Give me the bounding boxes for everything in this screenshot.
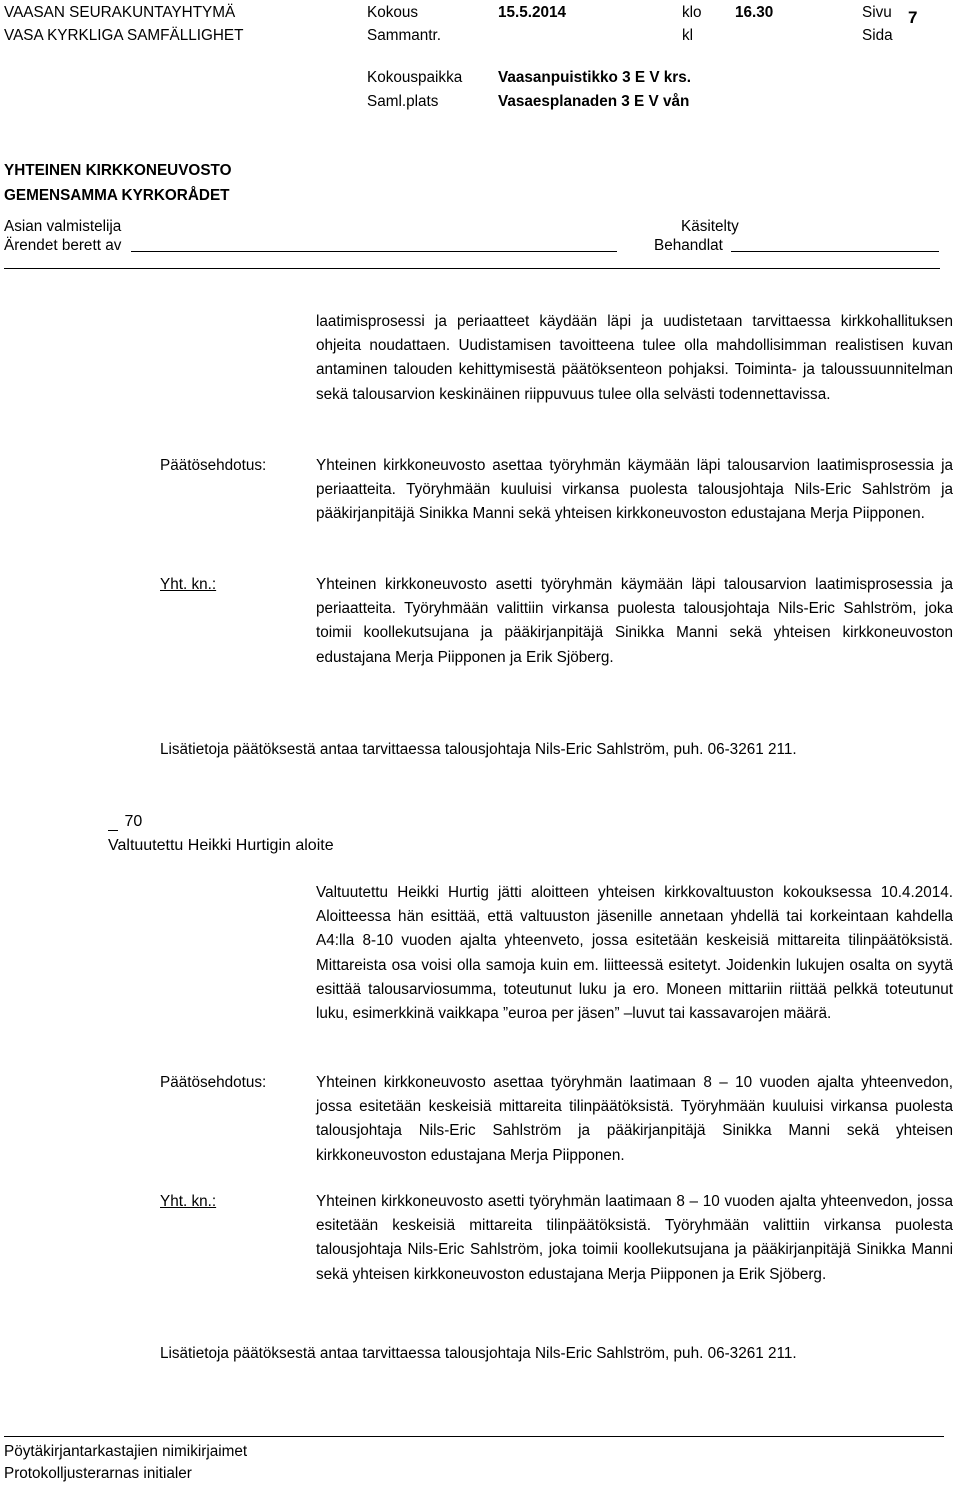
org-name-fi: VAASAN SEURAKUNTAYHTYMÄ <box>4 4 236 21</box>
meeting-place-fi: Vaasanpuistikko 3 E V krs. <box>498 69 692 86</box>
place-label-sv: Saml.plats <box>367 93 439 110</box>
section2-proposal: Yhteinen kirkkoneuvosto asettaa työryhmän laatimaan 8 – 10 vuoden ajalta yhteenvedon, jossa esitetään keskeisiä mittareita tilinpäätöksistä. Työryhmään kuuluisi virkansa puolesta talousjohtaja Nils-Eric Sahlström ja pääkirjanpitäjä Sinikka Manni sekä yhteisen kirkkoneuvoston edustajana Merja Piipponen. <box>316 1074 953 1164</box>
section2-info: Lisätietoja päätöksestä antaa tarvittaessa talousjohtaja Nils-Eric Sahlström, puh. 06-3261 211. <box>160 1345 797 1362</box>
meeting-date: 15.5.2014 <box>498 4 567 21</box>
body-name-fi: YHTEINEN KIRKKONEUVOSTO <box>4 162 232 179</box>
page-label-fi: Sivu <box>862 4 892 21</box>
preparer-line <box>131 251 617 252</box>
section1-proposal: Yhteinen kirkkoneuvosto asettaa työryhmän käymään läpi talousarvion laatimisprosessia ja periaatteita. Työryhmään kuuluisi virkansa puolesta talousjohtaja Nils-Eric Sahlström ja pääkirjanpitäjä Sinikka Manni sekä yhteisen kirkkoneuvoston edustajana Merja Piipponen. <box>316 457 953 523</box>
section1-decision: Yhteinen kirkkoneuvosto asetti työryhmän käymään läpi talousarvion laatimisprosessia ja periaatteita. Työryhmään valittiin virkansa puolesta talousjohtaja Nils-Eric Sahlström, joka toimii koollekutsujana ja pääkirjanpitäjä Sinikka Manni sekä yhteisen kirkkoneuvoston edustajana Merja Piipponen ja Erik Sjöberg. <box>316 576 953 666</box>
time-label-sv: kl <box>682 27 694 44</box>
preparer-label-sv: Ärendet berett av <box>4 237 122 254</box>
footer-separator <box>4 1436 944 1437</box>
meeting-label-sv: Sammantr. <box>367 27 441 44</box>
section1-proposal-label: Päätösehdotus: <box>160 457 267 474</box>
time-label-fi: klo <box>682 4 702 21</box>
meeting-place-sv: Vasaesplanaden 3 E V vån <box>498 93 690 110</box>
page-number: 7 <box>908 8 918 27</box>
section2-number: 70 <box>124 813 143 830</box>
section2-title: Valtuutettu Heikki Hurtigin aloite <box>108 837 334 854</box>
meeting-label-fi: Kokous <box>367 4 419 21</box>
place-label-fi: Kokouspaikka <box>367 69 463 86</box>
handled-label-fi: Käsitelty <box>681 218 739 235</box>
section1-info: Lisätietoja päätöksestä antaa tarvittaessa talousjohtaja Nils-Eric Sahlström, puh. 06-3261 211. <box>160 741 797 758</box>
footer-initials-sv: Protokolljusterarnas initialer <box>4 1465 192 1482</box>
section2-intro: Valtuutettu Heikki Hurtig jätti aloitteen yhteisen kirkkovaltuuston kokouksessa 10.4.2014. Aloitteessa hän esittää, että valtuuston jäsenille annetaan yhdellä tai korkeintaan kahdella A4:lla 8-10 vuoden ajalta yhteenveto, jossa esitetään keskeisiä mittareita tilinpäätöksistä. Mittareista osa voisi olla samoja kuin em. liitteessä esitetyt. Joidenkin lukujen osalta on syytä esittää talousarviosumma, toteutunut luku ja ero. Moneen mittariin riittää pelkkä toteutunut luku, esimerkkinä vaikkapa ”euroa per jäsen” –luvut tai kassavarojen määrä. <box>316 884 953 1023</box>
paragraph-sign-icon <box>108 812 120 831</box>
meeting-time: 16.30 <box>735 4 774 21</box>
footer-initials-fi: Pöytäkirjantarkastajien nimikirjaimet <box>4 1443 248 1460</box>
handled-label-sv: Behandlat <box>654 237 723 254</box>
section2-proposal-label: Päätösehdotus: <box>160 1074 267 1091</box>
section2-decision-label: Yht. kn.: <box>160 1193 217 1210</box>
section2-number-wrap <box>108 812 142 831</box>
section1-decision-label: Yht. kn.: <box>160 576 217 593</box>
section-mark-underline <box>108 830 118 831</box>
page-label-sv: Sida <box>862 27 893 44</box>
body-name-sv: GEMENSAMMA KYRKORÅDET <box>4 187 230 204</box>
handled-line <box>731 251 939 252</box>
section2-decision: Yhteinen kirkkoneuvosto asetti työryhmän laatimaan 8 – 10 vuoden ajalta yhteenvedon, jossa esitetään keskeisiä mittareita tilinpäätöksistä. Työryhmään valittiin virkansa puolesta talousjohtaja Nils-Eric Sahlström, joka toimii koollekutsujana ja pääkirjanpitäjä Sinikka Manni sekä yhteisen kirkkoneuvoston edustajana Merja Piipponen ja Erik Sjöberg. <box>316 1193 953 1283</box>
section1-intro: laatimisprosessi ja periaatteet käydään läpi ja uudistetaan tarvittaessa kirkkohallituksen ohjeita noudattaen. Uudistamisen tavoitteena tulee olla mahdollisimman realistisen kuvan antaminen talouden kehittymisestä päätöksenteon pohjaksi. Toiminta- ja taloussuunnitelman sekä talousarvion keskinäinen riippuvuus tulee olla selvästi todennettavissa. <box>316 313 953 403</box>
preparer-label-fi: Asian valmistelija <box>4 218 122 235</box>
org-name-sv: VASA KYRKLIGA SAMFÄLLIGHET <box>4 27 244 44</box>
header-separator <box>4 268 940 269</box>
